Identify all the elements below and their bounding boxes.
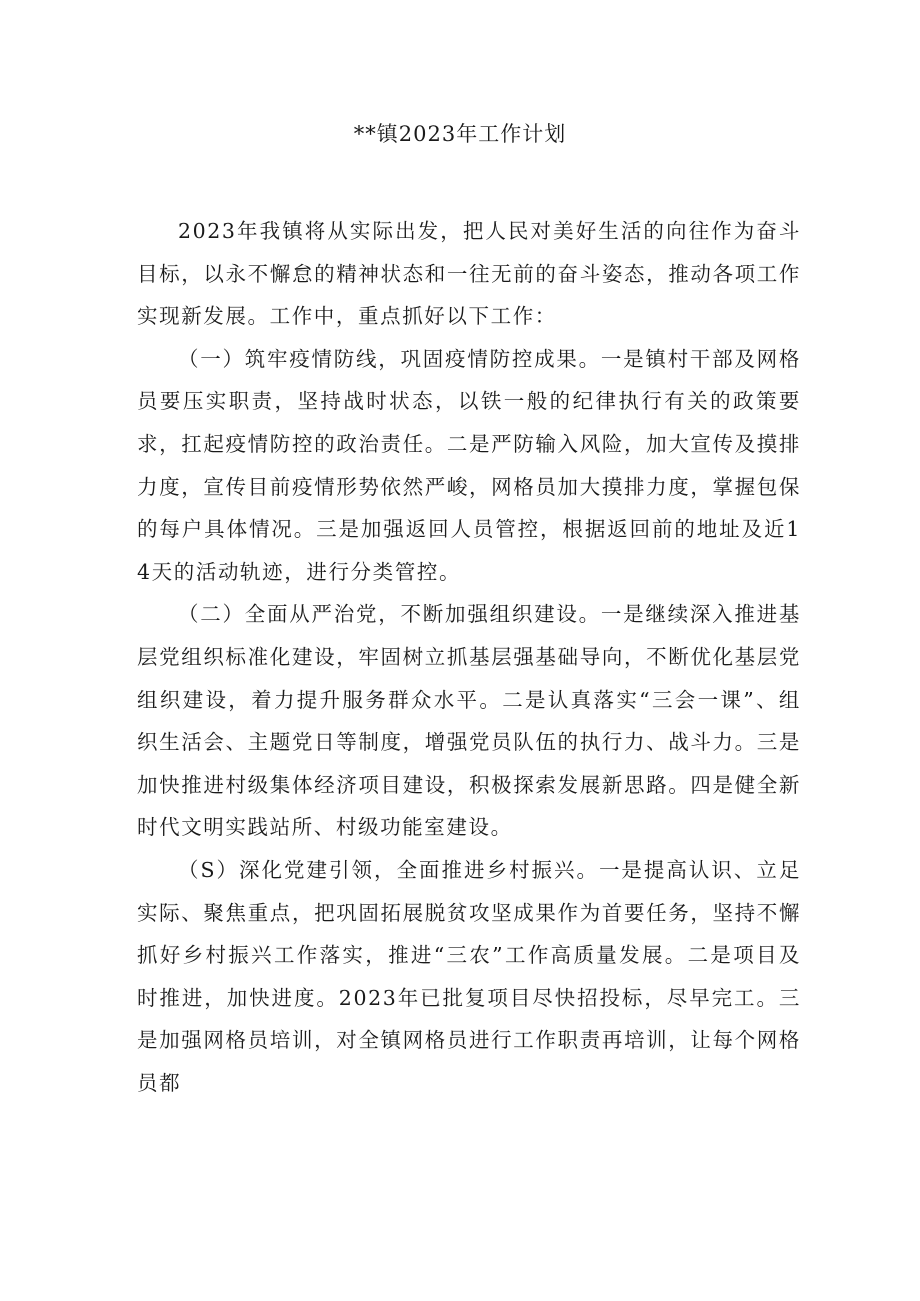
paragraph-intro: 2023年我镇将从实际出发，把人民对美好生活的向往作为奋斗目标，以永不懈怠的精神状态和一往无前的奋斗姿态，推动各项工作实现新发展。工作中，重点抓好以下工作：: [137, 219, 801, 329]
document-title: **镇2023年工作计划: [353, 122, 567, 146]
paragraph-epidemic-prevention: （一）筑牢疫情防线，巩固疫情防控成果。一是镇村干部及网格员要压实职责，坚持战时状态，以铁一般的纪律执行有关的政策要求，扛起疫情防控的政治责任。二是严防输入风险，加大宣传及摸排力度，宣传目前疫情形势依然严峻，网格员加大摸排力度，掌握包保的每户具体情况。三是加强返回人员管控，根据返回前的地址及近14天的活动轨迹，进行分类管控。: [137, 346, 801, 584]
paragraph-rural-revitalization: （S）深化党建引领，全面推进乡村振兴。一是提高认识、立足实际、聚焦重点，把巩固拓展脱贫攻坚成果作为首要任务，坚持不懈抓好乡村振兴工作落实，推进“三农”工作高质量发展。二是项目及时推进，加快进度。2023年已批复项目尽快招投标，尽早完工。三是加强网格员培训，对全镇网格员进行工作职责再培训，让每个网格员都: [137, 857, 801, 1095]
document-body: [137, 210, 801, 1104]
paragraph-party-building: （二）全面从严治党，不断加强组织建设。一是继续深入推进基层党组织标准化建设，牢固树立抓基层强基础导向，不断优化基层党组织建设，着力提升服务群众水平。二是认真落实“三会一课”、组织生活会、主题党日等制度，增强党员队伍的执行力、战斗力。三是加快推进村级集体经济项目建设，积极探索发展新思路。四是健全新时代文明实践站所、村级功能室建设。: [137, 602, 801, 840]
